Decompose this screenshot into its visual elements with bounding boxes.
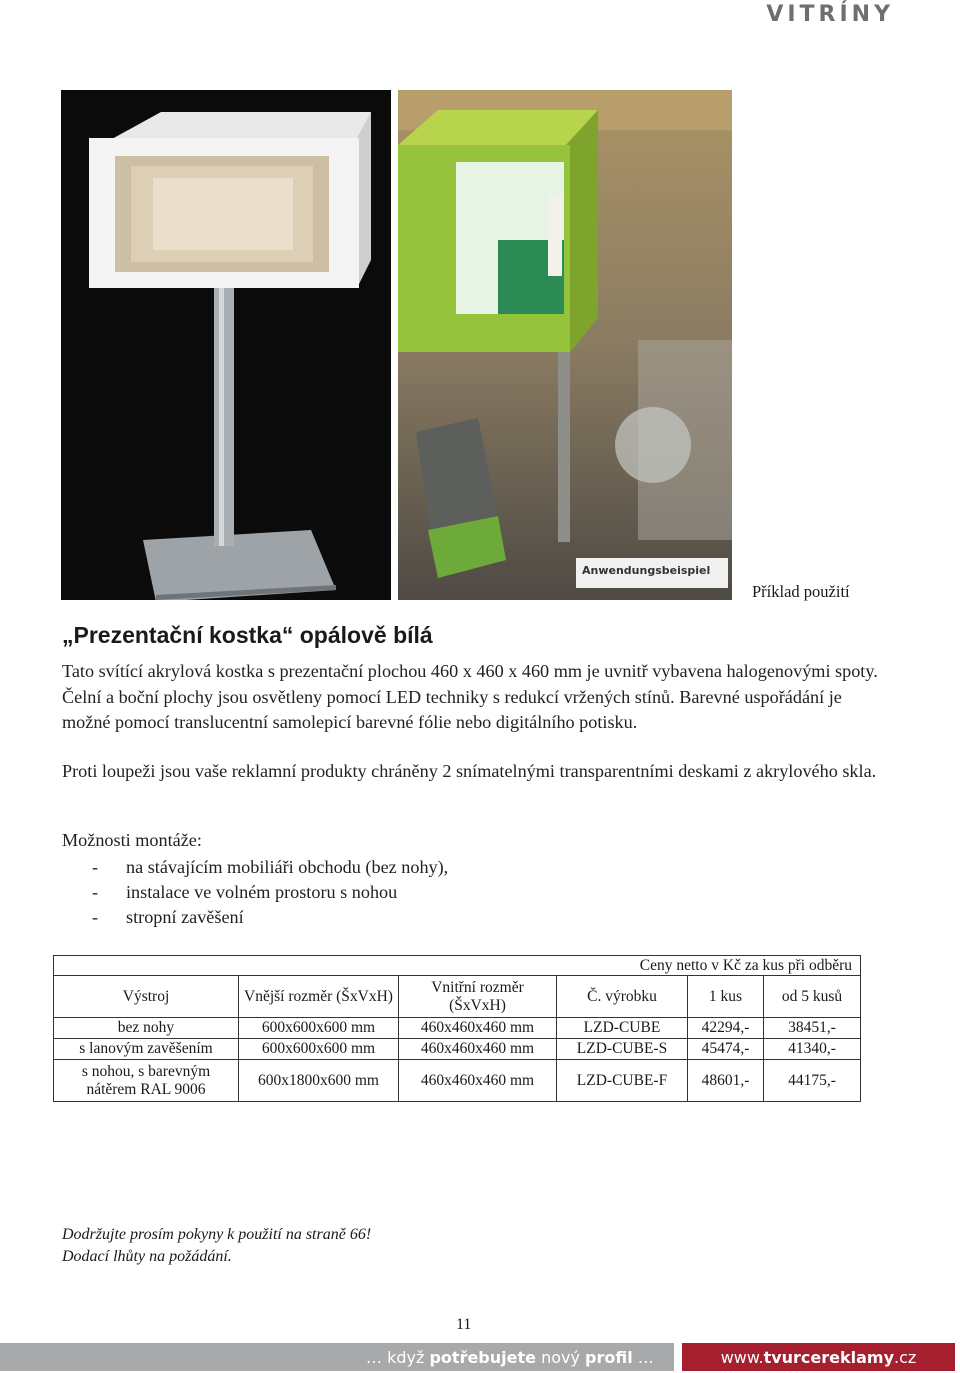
cell-price-5: 41340,- [764,1039,861,1060]
product-security-note: Proti loupeži jsou vaše reklamní produkty chráněny 2 snímatelnými transparentními deskami z akrylového skla. [62,761,877,781]
list-bullet: - [92,907,99,927]
url-prefix: www. [720,1347,764,1367]
note-instructions: Dodržujte prosím pokyny k použití na straně 66! [62,1226,372,1243]
product-description: Tato svítící akrylová kostka s prezentační plochou 460 x 460 x 460 mm je uvnitř vybavena halogenovými spoty. Čelní a boční plochy jsou osvětleny pomocí LED techniky s redukcí vržených stínů. Barevné uspořádání je možné pomocí translucentní samolepicí barevné fólie nebo digitálního potisku. [62,661,878,733]
url-suffix: .cz [894,1347,917,1367]
slogan-bold: potřebujete [429,1347,536,1367]
table-row [54,956,861,976]
list-bullet: - [92,882,99,902]
cell-price-1: 45474,- [688,1039,764,1060]
product-photo-white-cube [61,90,391,600]
mounting-option: instalace ve volném prostoru s nohou [126,882,398,902]
slogan-prefix: … když [366,1347,430,1367]
mounting-option: na stávajícím mobiliáři obchodu (bez nohy), [126,857,449,877]
cell-equipment: s lanovým zavěšením [54,1039,239,1060]
list-item [92,855,448,880]
table-header-row [54,976,861,1018]
mounting-title: Možnosti montáže: [62,830,202,850]
table-row [54,1060,861,1102]
cell-outer-size: 600x1800x600 mm [239,1060,399,1102]
footer-bar [0,1343,960,1371]
mounting-options-list [92,855,448,930]
cell-price-1: 42294,- [688,1018,764,1039]
list-bullet: - [92,857,99,877]
cell-equipment: s nohou, s barevným nátěrem RAL 9006 [54,1060,239,1102]
list-item [92,880,448,905]
footer-slogan [0,1343,674,1371]
table-row [54,1039,861,1060]
note-delivery: Dodací lhůty na požádání. [62,1248,232,1265]
cell-price-5: 44175,- [764,1060,861,1102]
photo-label: Anwendungsbeispiel [582,564,711,577]
price-table [53,955,861,1102]
url-domain: tvurcereklamy [763,1347,895,1367]
cell-outer-size: 600x600x600 mm [239,1018,399,1039]
slogan-suffix: … [632,1347,654,1367]
cell-inner-size: 460x460x460 mm [399,1060,557,1102]
cell-outer-size: 600x600x600 mm [239,1039,399,1060]
cell-price-1: 48601,- [688,1060,764,1102]
section-title: VITRÍNY [766,2,894,27]
cell-product-no: LZD-CUBE-S [557,1039,688,1060]
footer-website-link[interactable] [682,1343,955,1371]
slogan-mid: nový [535,1347,586,1367]
list-item [92,905,448,930]
cell-product-no: LZD-CUBE [557,1018,688,1039]
header-qty-1: 1 kus [688,976,764,1018]
cell-equipment: bez nohy [54,1018,239,1039]
usage-notes [62,1224,371,1268]
header-qty-5: od 5 kusů [764,976,861,1018]
page-number: 11 [456,1316,472,1333]
cell-inner-size: 460x460x460 mm [399,1039,557,1060]
header-product-no: Č. výrobku [557,976,688,1018]
image-caption: Příklad použití [752,582,850,601]
header-inner-size: Vnitřní rozměr (ŠxVxH) [399,976,557,1018]
cell-product-no: LZD-CUBE-F [557,1060,688,1102]
product-title: „Prezentační kostka“ opálově bílá [62,622,433,648]
table-row [54,1018,861,1039]
usage-example-photo [398,90,732,600]
header-equipment: Výstroj [54,976,239,1018]
header-outer-size: Vnější rozměr (ŠxVxH) [239,976,399,1018]
cell-price-5: 38451,- [764,1018,861,1039]
mounting-option: stropní zavěšení [126,907,244,927]
price-caption: Ceny netto v Kč za kus při odběru [54,956,861,976]
slogan-bold-2: profil [585,1347,633,1367]
cell-inner-size: 460x460x460 mm [399,1018,557,1039]
